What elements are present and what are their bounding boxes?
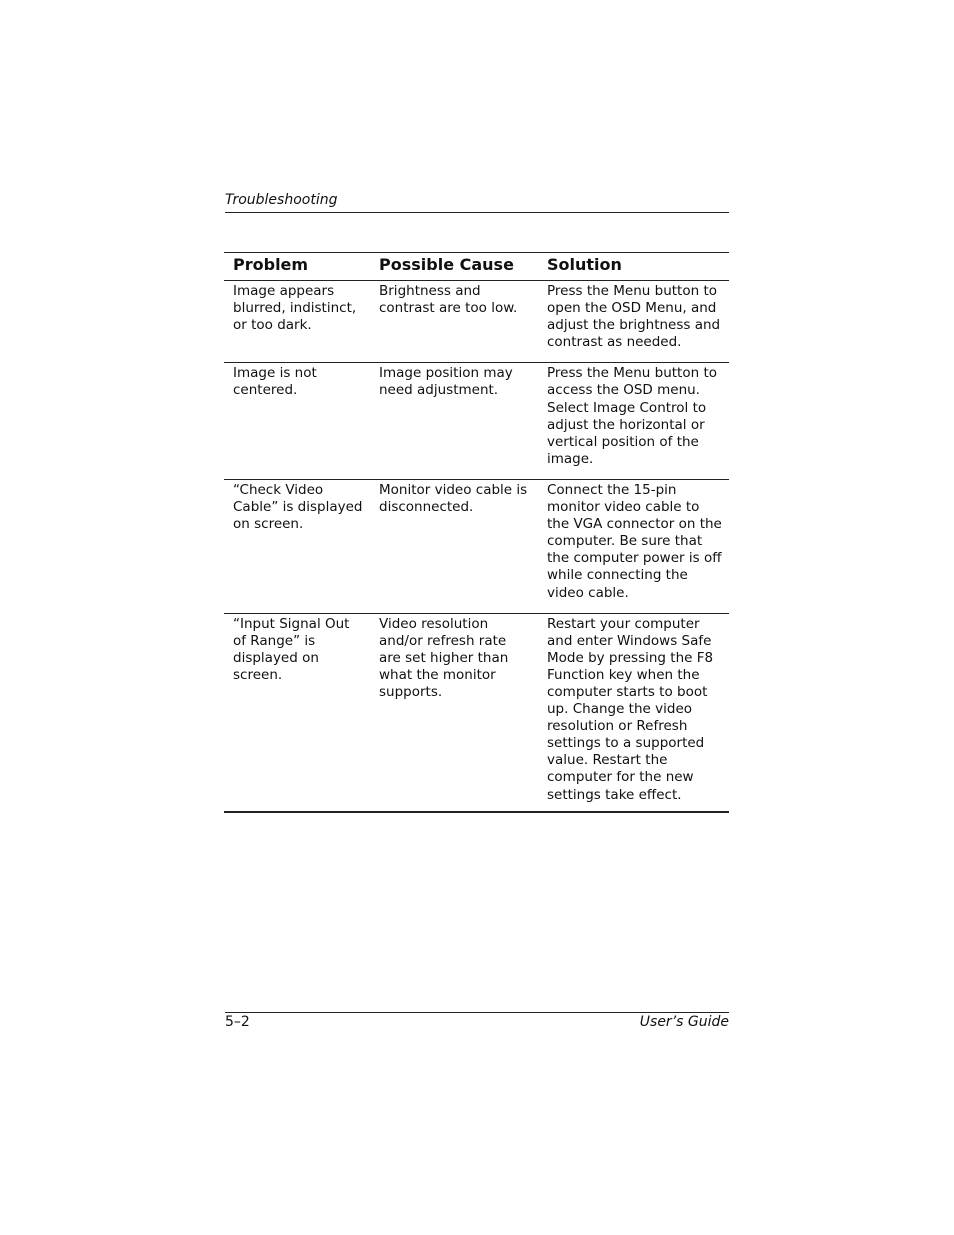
solution-cell: Press the Menu button to open the OSD Menu, and adjust the brightness and contrast as needed.	[538, 281, 729, 363]
solution-cell: Restart your computer and enter Windows Safe Mode by pressing the F8 Function key when the computer starts to boot up. Change the video resolution or Refresh settings to a supported value. Restart the computer for the new settings take effect.	[547, 615, 714, 803]
table-row	[224, 281, 729, 363]
problem-cell: Image appears blurred, indistinct, or too dark.	[224, 281, 370, 363]
table-header-row	[224, 253, 729, 281]
cause-cell: Brightness and contrast are too low.	[370, 281, 538, 363]
column-header-solution: Solution	[538, 253, 729, 281]
cause-cell: Image position may need adjustment.	[370, 363, 538, 480]
cause-cell: Monitor video cable is disconnected.	[370, 479, 538, 613]
cause-cell: Video resolution and/or refresh rate are set higher than what the monitor supports.	[379, 615, 509, 700]
table-row	[224, 363, 729, 480]
table-row	[224, 479, 729, 613]
page-number: 5–2	[225, 1014, 250, 1030]
solution-cell: Connect the 15-pin monitor video cable to the VGA connector on the computer. Be sure that the computer power is off while connecting the video cable.	[538, 479, 729, 613]
problem-cell: “Check Video Cable” is displayed on screen.	[224, 479, 370, 613]
troubleshooting-table	[224, 253, 729, 811]
book-title: User’s Guide	[639, 1014, 729, 1030]
problem-cell: “Input Signal Out of Range” is displayed on screen.	[233, 615, 350, 683]
header-rule	[225, 212, 729, 213]
troubleshooting-table-container	[224, 252, 729, 813]
column-header-cause: Possible Cause	[370, 253, 538, 281]
column-header-problem: Problem	[224, 253, 370, 281]
running-head: Troubleshooting	[225, 192, 338, 208]
problem-cell: Image is not centered.	[224, 363, 370, 480]
table-row	[224, 613, 729, 811]
solution-cell: Press the Menu button to access the OSD menu. Select Image Control to adjust the horizontal or vertical position of the image.	[538, 363, 729, 480]
